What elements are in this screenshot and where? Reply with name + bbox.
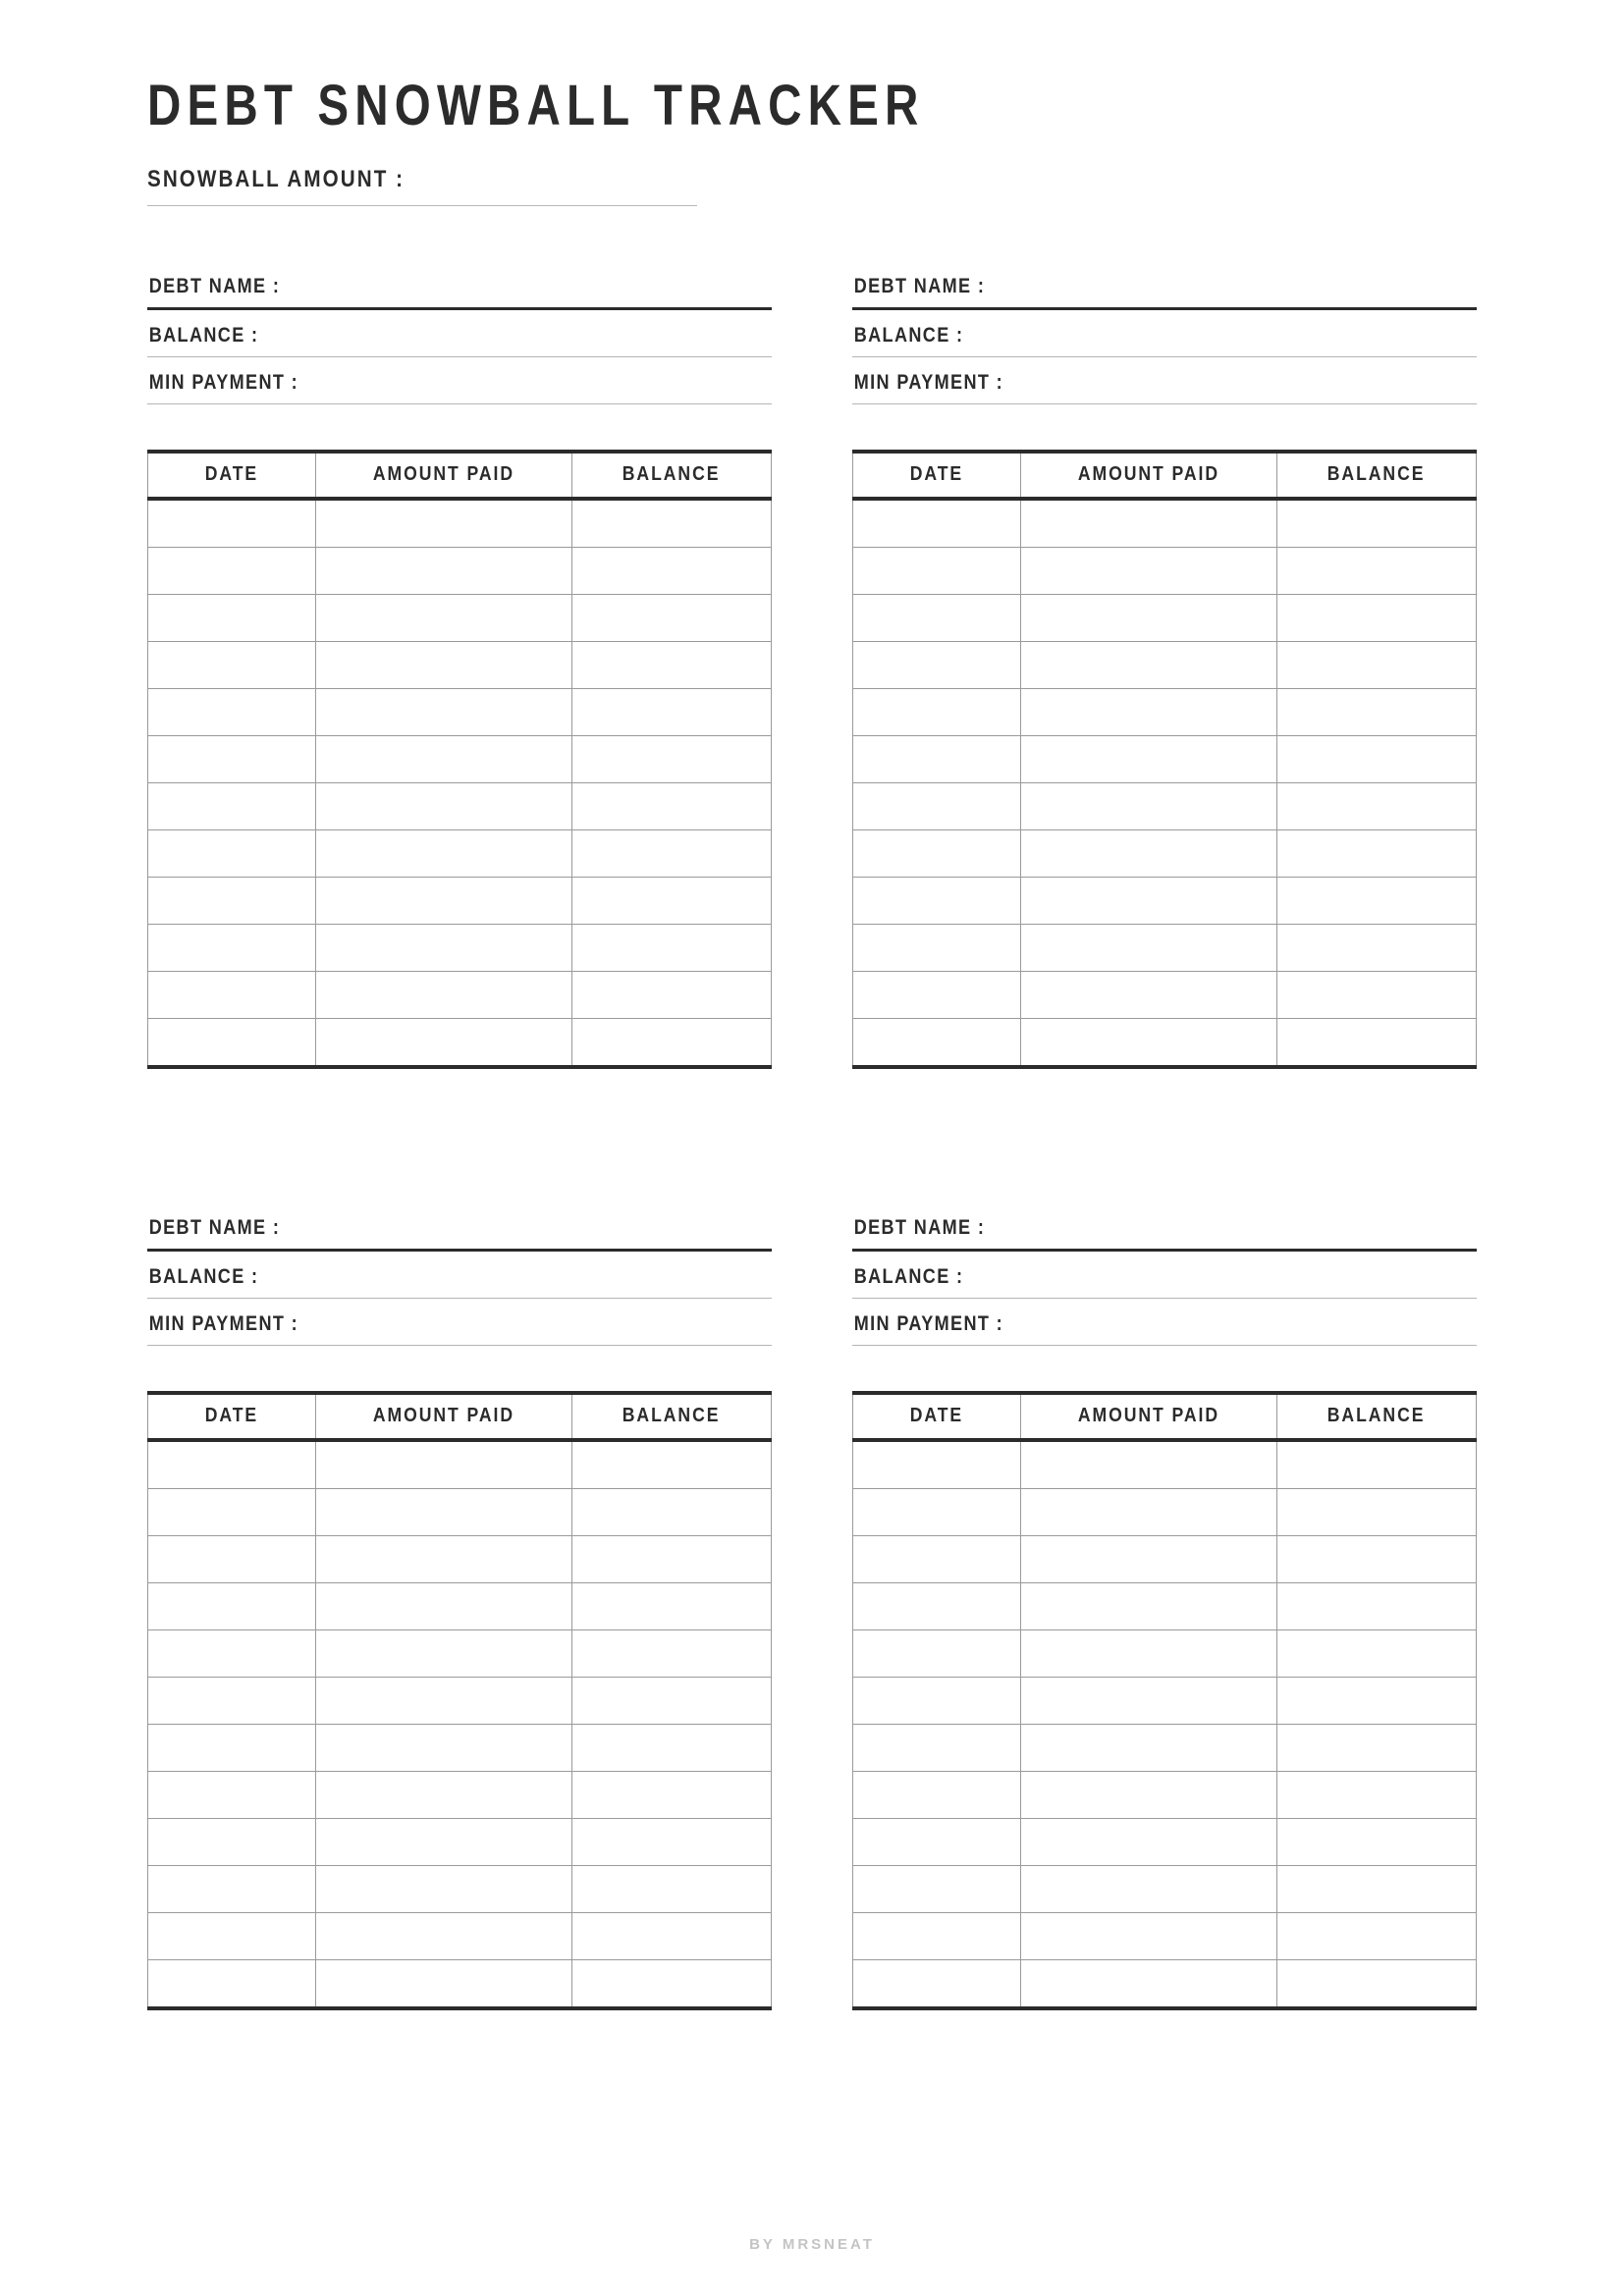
- min-payment-field[interactable]: [852, 357, 1477, 403]
- table-row: [148, 877, 772, 924]
- cell-date[interactable]: [853, 641, 1021, 688]
- cell-balance[interactable]: [571, 1959, 771, 2008]
- column-header-label: AMOUNT PAID: [373, 1405, 515, 1427]
- cell-date[interactable]: [148, 1912, 316, 1959]
- cell-amount-paid[interactable]: [316, 1677, 571, 1724]
- table-row: [853, 877, 1477, 924]
- cell-balance[interactable]: [571, 1677, 771, 1724]
- min-payment-write-line[interactable]: [147, 1345, 772, 1346]
- table-row: [148, 1818, 772, 1865]
- table-header-row: [853, 452, 1477, 499]
- cell-balance[interactable]: [571, 829, 771, 877]
- table-row: [853, 547, 1477, 594]
- cell-balance[interactable]: [1276, 1912, 1476, 1959]
- cell-balance[interactable]: [1276, 1724, 1476, 1771]
- debt-name-label: DEBT NAME :: [148, 274, 281, 297]
- cell-amount-paid[interactable]: [316, 1724, 571, 1771]
- table-row: [853, 1535, 1477, 1582]
- cell-balance[interactable]: [1276, 924, 1476, 971]
- cell-amount-paid[interactable]: [1021, 782, 1276, 829]
- cell-balance[interactable]: [571, 1865, 771, 1912]
- table-row: [853, 782, 1477, 829]
- cell-balance[interactable]: [571, 877, 771, 924]
- table-row: [148, 1771, 772, 1818]
- table-row: [853, 971, 1477, 1018]
- cell-date[interactable]: [853, 594, 1021, 641]
- debt-block-1: [147, 275, 772, 1069]
- debt-name-field[interactable]: [852, 275, 1477, 307]
- cell-balance[interactable]: [1276, 829, 1476, 877]
- cell-amount-paid[interactable]: [316, 829, 571, 877]
- column-header-date: [148, 1393, 316, 1440]
- cell-date[interactable]: [853, 1818, 1021, 1865]
- min-payment-write-line[interactable]: [852, 1345, 1477, 1346]
- cell-amount-paid[interactable]: [1021, 547, 1276, 594]
- cell-amount-paid[interactable]: [1021, 924, 1276, 971]
- cell-amount-paid[interactable]: [1021, 971, 1276, 1018]
- cell-date[interactable]: [853, 499, 1021, 548]
- debt-block-4: [852, 1216, 1477, 2010]
- table-row: [148, 547, 772, 594]
- cell-date[interactable]: [148, 782, 316, 829]
- cell-date[interactable]: [148, 1865, 316, 1912]
- cell-amount-paid[interactable]: [1021, 1724, 1276, 1771]
- cell-balance[interactable]: [571, 1535, 771, 1582]
- cell-date[interactable]: [853, 1771, 1021, 1818]
- cell-date[interactable]: [148, 971, 316, 1018]
- footer-credit: BY MRSNEAT: [749, 2236, 875, 2253]
- column-header-label: DATE: [205, 463, 259, 486]
- table-row: [148, 594, 772, 641]
- cell-date[interactable]: [148, 594, 316, 641]
- cell-date[interactable]: [148, 829, 316, 877]
- column-header-date: [853, 1393, 1021, 1440]
- cell-amount-paid[interactable]: [316, 1771, 571, 1818]
- cell-amount-paid[interactable]: [1021, 499, 1276, 548]
- balance-field[interactable]: [147, 310, 772, 356]
- column-header-amount-paid: [1021, 452, 1276, 499]
- page-title: DEBT SNOWBALL TRACKER: [147, 74, 925, 137]
- cell-date[interactable]: [853, 1535, 1021, 1582]
- table-row: [148, 1677, 772, 1724]
- table-row: [853, 1488, 1477, 1535]
- cell-date[interactable]: [148, 1959, 316, 2008]
- cell-amount-paid[interactable]: [1021, 1440, 1276, 1489]
- cell-amount-paid[interactable]: [316, 594, 571, 641]
- table-header-row: [148, 1393, 772, 1440]
- cell-date[interactable]: [148, 1440, 316, 1489]
- cell-amount-paid[interactable]: [1021, 1582, 1276, 1629]
- column-header-label: DATE: [910, 463, 964, 486]
- table-row: [148, 1440, 772, 1489]
- cell-balance[interactable]: [1276, 1629, 1476, 1677]
- column-header-balance: [1276, 1393, 1476, 1440]
- payment-table: [852, 450, 1477, 1069]
- cell-date[interactable]: [853, 688, 1021, 735]
- table-row: [853, 594, 1477, 641]
- cell-date[interactable]: [148, 1771, 316, 1818]
- column-header-label: BALANCE: [1327, 463, 1426, 486]
- balance-label: BALANCE :: [853, 323, 964, 347]
- min-payment-label: MIN PAYMENT :: [853, 370, 1004, 394]
- table-row: [148, 688, 772, 735]
- cell-balance[interactable]: [1276, 735, 1476, 782]
- cell-balance[interactable]: [571, 594, 771, 641]
- table-row: [148, 1535, 772, 1582]
- debt-block-2: [852, 275, 1477, 1069]
- table-row: [853, 688, 1477, 735]
- cell-balance[interactable]: [571, 735, 771, 782]
- cell-balance[interactable]: [1276, 877, 1476, 924]
- cell-amount-paid[interactable]: [316, 1582, 571, 1629]
- cell-balance[interactable]: [571, 782, 771, 829]
- cell-amount-paid[interactable]: [316, 877, 571, 924]
- cell-amount-paid[interactable]: [1021, 1677, 1276, 1724]
- column-header-date: [148, 452, 316, 499]
- table-row: [853, 1582, 1477, 1629]
- table-row: [148, 1865, 772, 1912]
- cell-date[interactable]: [148, 1582, 316, 1629]
- cell-amount-paid[interactable]: [1021, 1912, 1276, 1959]
- cell-amount-paid[interactable]: [1021, 688, 1276, 735]
- cell-balance[interactable]: [1276, 1440, 1476, 1489]
- cell-amount-paid[interactable]: [316, 735, 571, 782]
- cell-date[interactable]: [853, 924, 1021, 971]
- cell-date[interactable]: [148, 499, 316, 548]
- cell-date[interactable]: [853, 877, 1021, 924]
- column-header-amount-paid: [316, 452, 571, 499]
- cell-balance[interactable]: [571, 641, 771, 688]
- cell-date[interactable]: [853, 547, 1021, 594]
- table-row: [853, 499, 1477, 548]
- table-header-row: [148, 452, 772, 499]
- table-row: [853, 924, 1477, 971]
- table-row: [853, 1018, 1477, 1067]
- cell-amount-paid[interactable]: [316, 1018, 571, 1067]
- cell-date[interactable]: [853, 829, 1021, 877]
- cell-balance[interactable]: [571, 1771, 771, 1818]
- cell-balance[interactable]: [1276, 1582, 1476, 1629]
- cell-amount-paid[interactable]: [1021, 1818, 1276, 1865]
- balance-field[interactable]: [852, 1252, 1477, 1298]
- table-row: [148, 1724, 772, 1771]
- cell-date[interactable]: [148, 1818, 316, 1865]
- cell-balance[interactable]: [1276, 594, 1476, 641]
- column-header-label: AMOUNT PAID: [1078, 1405, 1220, 1427]
- cell-amount-paid[interactable]: [1021, 1535, 1276, 1582]
- cell-date[interactable]: [148, 1629, 316, 1677]
- cell-date[interactable]: [853, 971, 1021, 1018]
- min-payment-write-line[interactable]: [147, 403, 772, 404]
- cell-balance[interactable]: [1276, 1535, 1476, 1582]
- cell-balance[interactable]: [1276, 499, 1476, 548]
- cell-balance[interactable]: [1276, 641, 1476, 688]
- cell-balance[interactable]: [571, 1818, 771, 1865]
- cell-balance[interactable]: [1276, 1677, 1476, 1724]
- min-payment-label: MIN PAYMENT :: [148, 1311, 299, 1335]
- table-row: [853, 1677, 1477, 1724]
- column-header-label: BALANCE: [1327, 1405, 1426, 1427]
- debt-block-3: [147, 1216, 772, 2010]
- min-payment-field[interactable]: [147, 357, 772, 403]
- column-header-amount-paid: [316, 1393, 571, 1440]
- debt-blocks-grid: [147, 275, 1477, 2010]
- table-header-row: [853, 1393, 1477, 1440]
- min-payment-write-line[interactable]: [852, 403, 1477, 404]
- cell-date[interactable]: [853, 1912, 1021, 1959]
- table-row: [853, 1629, 1477, 1677]
- cell-date[interactable]: [853, 1440, 1021, 1489]
- cell-balance[interactable]: [1276, 1018, 1476, 1067]
- cell-date[interactable]: [148, 877, 316, 924]
- table-row: [148, 1912, 772, 1959]
- table-row: [148, 499, 772, 548]
- debt-name-label: DEBT NAME :: [853, 1215, 986, 1239]
- cell-amount-paid[interactable]: [316, 924, 571, 971]
- cell-balance[interactable]: [571, 924, 771, 971]
- cell-balance[interactable]: [571, 1018, 771, 1067]
- cell-date[interactable]: [148, 924, 316, 971]
- cell-date[interactable]: [148, 641, 316, 688]
- cell-date[interactable]: [148, 1018, 316, 1067]
- cell-date[interactable]: [148, 1488, 316, 1535]
- table-row: [148, 641, 772, 688]
- min-payment-field[interactable]: [852, 1299, 1477, 1345]
- debt-name-label: DEBT NAME :: [148, 1215, 281, 1239]
- cell-amount-paid[interactable]: [316, 1535, 571, 1582]
- debt-name-field[interactable]: [852, 1216, 1477, 1249]
- table-row: [853, 641, 1477, 688]
- table-row: [148, 735, 772, 782]
- cell-amount-paid[interactable]: [1021, 829, 1276, 877]
- cell-date[interactable]: [853, 782, 1021, 829]
- cell-balance[interactable]: [1276, 782, 1476, 829]
- table-row: [148, 1582, 772, 1629]
- column-header-amount-paid: [1021, 1393, 1276, 1440]
- table-row: [853, 1440, 1477, 1489]
- cell-amount-paid[interactable]: [1021, 594, 1276, 641]
- balance-field[interactable]: [852, 310, 1477, 356]
- balance-label: BALANCE :: [148, 323, 259, 347]
- cell-amount-paid[interactable]: [1021, 1771, 1276, 1818]
- min-payment-label: MIN PAYMENT :: [853, 1311, 1004, 1335]
- cell-date[interactable]: [148, 1535, 316, 1582]
- cell-amount-paid[interactable]: [316, 782, 571, 829]
- cell-balance[interactable]: [1276, 1771, 1476, 1818]
- cell-amount-paid[interactable]: [316, 547, 571, 594]
- cell-date[interactable]: [853, 1582, 1021, 1629]
- cell-date[interactable]: [148, 1724, 316, 1771]
- snowball-amount-field[interactable]: [147, 166, 697, 206]
- balance-label: BALANCE :: [853, 1264, 964, 1288]
- column-header-date: [853, 452, 1021, 499]
- table-row: [148, 782, 772, 829]
- cell-balance[interactable]: [1276, 1865, 1476, 1912]
- cell-balance[interactable]: [571, 1488, 771, 1535]
- cell-balance[interactable]: [571, 1440, 771, 1489]
- cell-amount-paid[interactable]: [316, 641, 571, 688]
- min-payment-label: MIN PAYMENT :: [148, 370, 299, 394]
- cell-balance[interactable]: [571, 547, 771, 594]
- column-header-label: BALANCE: [623, 1405, 721, 1427]
- cell-balance[interactable]: [1276, 547, 1476, 594]
- cell-balance[interactable]: [571, 1629, 771, 1677]
- cell-date[interactable]: [853, 1629, 1021, 1677]
- cell-date[interactable]: [148, 735, 316, 782]
- column-header-balance: [1276, 452, 1476, 499]
- table-row: [148, 1629, 772, 1677]
- column-header-label: BALANCE: [623, 463, 721, 486]
- cell-amount-paid[interactable]: [316, 971, 571, 1018]
- table-row: [853, 1912, 1477, 1959]
- cell-balance[interactable]: [571, 1912, 771, 1959]
- cell-amount-paid[interactable]: [316, 1818, 571, 1865]
- debt-name-field[interactable]: [147, 275, 772, 307]
- cell-date[interactable]: [853, 735, 1021, 782]
- cell-amount-paid[interactable]: [316, 1865, 571, 1912]
- column-header-label: AMOUNT PAID: [1078, 463, 1220, 486]
- table-row: [853, 1818, 1477, 1865]
- table-row: [853, 1724, 1477, 1771]
- cell-date[interactable]: [853, 1677, 1021, 1724]
- cell-amount-paid[interactable]: [316, 1629, 571, 1677]
- cell-amount-paid[interactable]: [1021, 877, 1276, 924]
- cell-amount-paid[interactable]: [316, 499, 571, 548]
- table-row: [148, 1488, 772, 1535]
- table-row: [148, 829, 772, 877]
- cell-amount-paid[interactable]: [1021, 735, 1276, 782]
- cell-date[interactable]: [148, 547, 316, 594]
- table-row: [853, 1959, 1477, 2008]
- cell-balance[interactable]: [571, 499, 771, 548]
- cell-date[interactable]: [148, 688, 316, 735]
- cell-amount-paid[interactable]: [316, 688, 571, 735]
- cell-balance[interactable]: [571, 971, 771, 1018]
- table-row: [853, 735, 1477, 782]
- cell-balance[interactable]: [1276, 1818, 1476, 1865]
- cell-amount-paid[interactable]: [316, 1912, 571, 1959]
- cell-date[interactable]: [853, 1488, 1021, 1535]
- table-row: [148, 1018, 772, 1067]
- cell-balance[interactable]: [1276, 971, 1476, 1018]
- payment-table: [147, 1391, 772, 2010]
- cell-balance[interactable]: [1276, 1959, 1476, 2008]
- cell-date[interactable]: [853, 1724, 1021, 1771]
- cell-balance[interactable]: [1276, 688, 1476, 735]
- payment-table: [147, 450, 772, 1069]
- cell-amount-paid[interactable]: [316, 1440, 571, 1489]
- column-header-label: DATE: [910, 1405, 964, 1427]
- table-row: [148, 1959, 772, 2008]
- cell-amount-paid[interactable]: [316, 1488, 571, 1535]
- cell-amount-paid[interactable]: [1021, 1018, 1276, 1067]
- cell-amount-paid[interactable]: [1021, 641, 1276, 688]
- debt-name-label: DEBT NAME :: [853, 274, 986, 297]
- snowball-amount-write-line[interactable]: [147, 205, 697, 206]
- table-row: [148, 924, 772, 971]
- column-header-balance: [571, 452, 771, 499]
- cell-date[interactable]: [853, 1959, 1021, 2008]
- cell-balance[interactable]: [571, 688, 771, 735]
- cell-amount-paid[interactable]: [1021, 1488, 1276, 1535]
- payment-table: [852, 1391, 1477, 2010]
- column-header-label: AMOUNT PAID: [373, 463, 515, 486]
- cell-date[interactable]: [148, 1677, 316, 1724]
- cell-balance[interactable]: [571, 1724, 771, 1771]
- cell-amount-paid[interactable]: [1021, 1629, 1276, 1677]
- cell-balance[interactable]: [1276, 1488, 1476, 1535]
- balance-label: BALANCE :: [148, 1264, 259, 1288]
- cell-amount-paid[interactable]: [1021, 1959, 1276, 2008]
- table-row: [853, 829, 1477, 877]
- cell-amount-paid[interactable]: [316, 1959, 571, 2008]
- table-row: [853, 1771, 1477, 1818]
- snowball-amount-label: SNOWBALL AMOUNT :: [147, 165, 406, 192]
- cell-date[interactable]: [853, 1865, 1021, 1912]
- table-row: [148, 971, 772, 1018]
- cell-amount-paid[interactable]: [1021, 1865, 1276, 1912]
- debt-name-field[interactable]: [147, 1216, 772, 1249]
- min-payment-field[interactable]: [147, 1299, 772, 1345]
- column-header-label: DATE: [205, 1405, 259, 1427]
- balance-field[interactable]: [147, 1252, 772, 1298]
- cell-date[interactable]: [853, 1018, 1021, 1067]
- cell-balance[interactable]: [571, 1582, 771, 1629]
- table-row: [853, 1865, 1477, 1912]
- column-header-balance: [571, 1393, 771, 1440]
